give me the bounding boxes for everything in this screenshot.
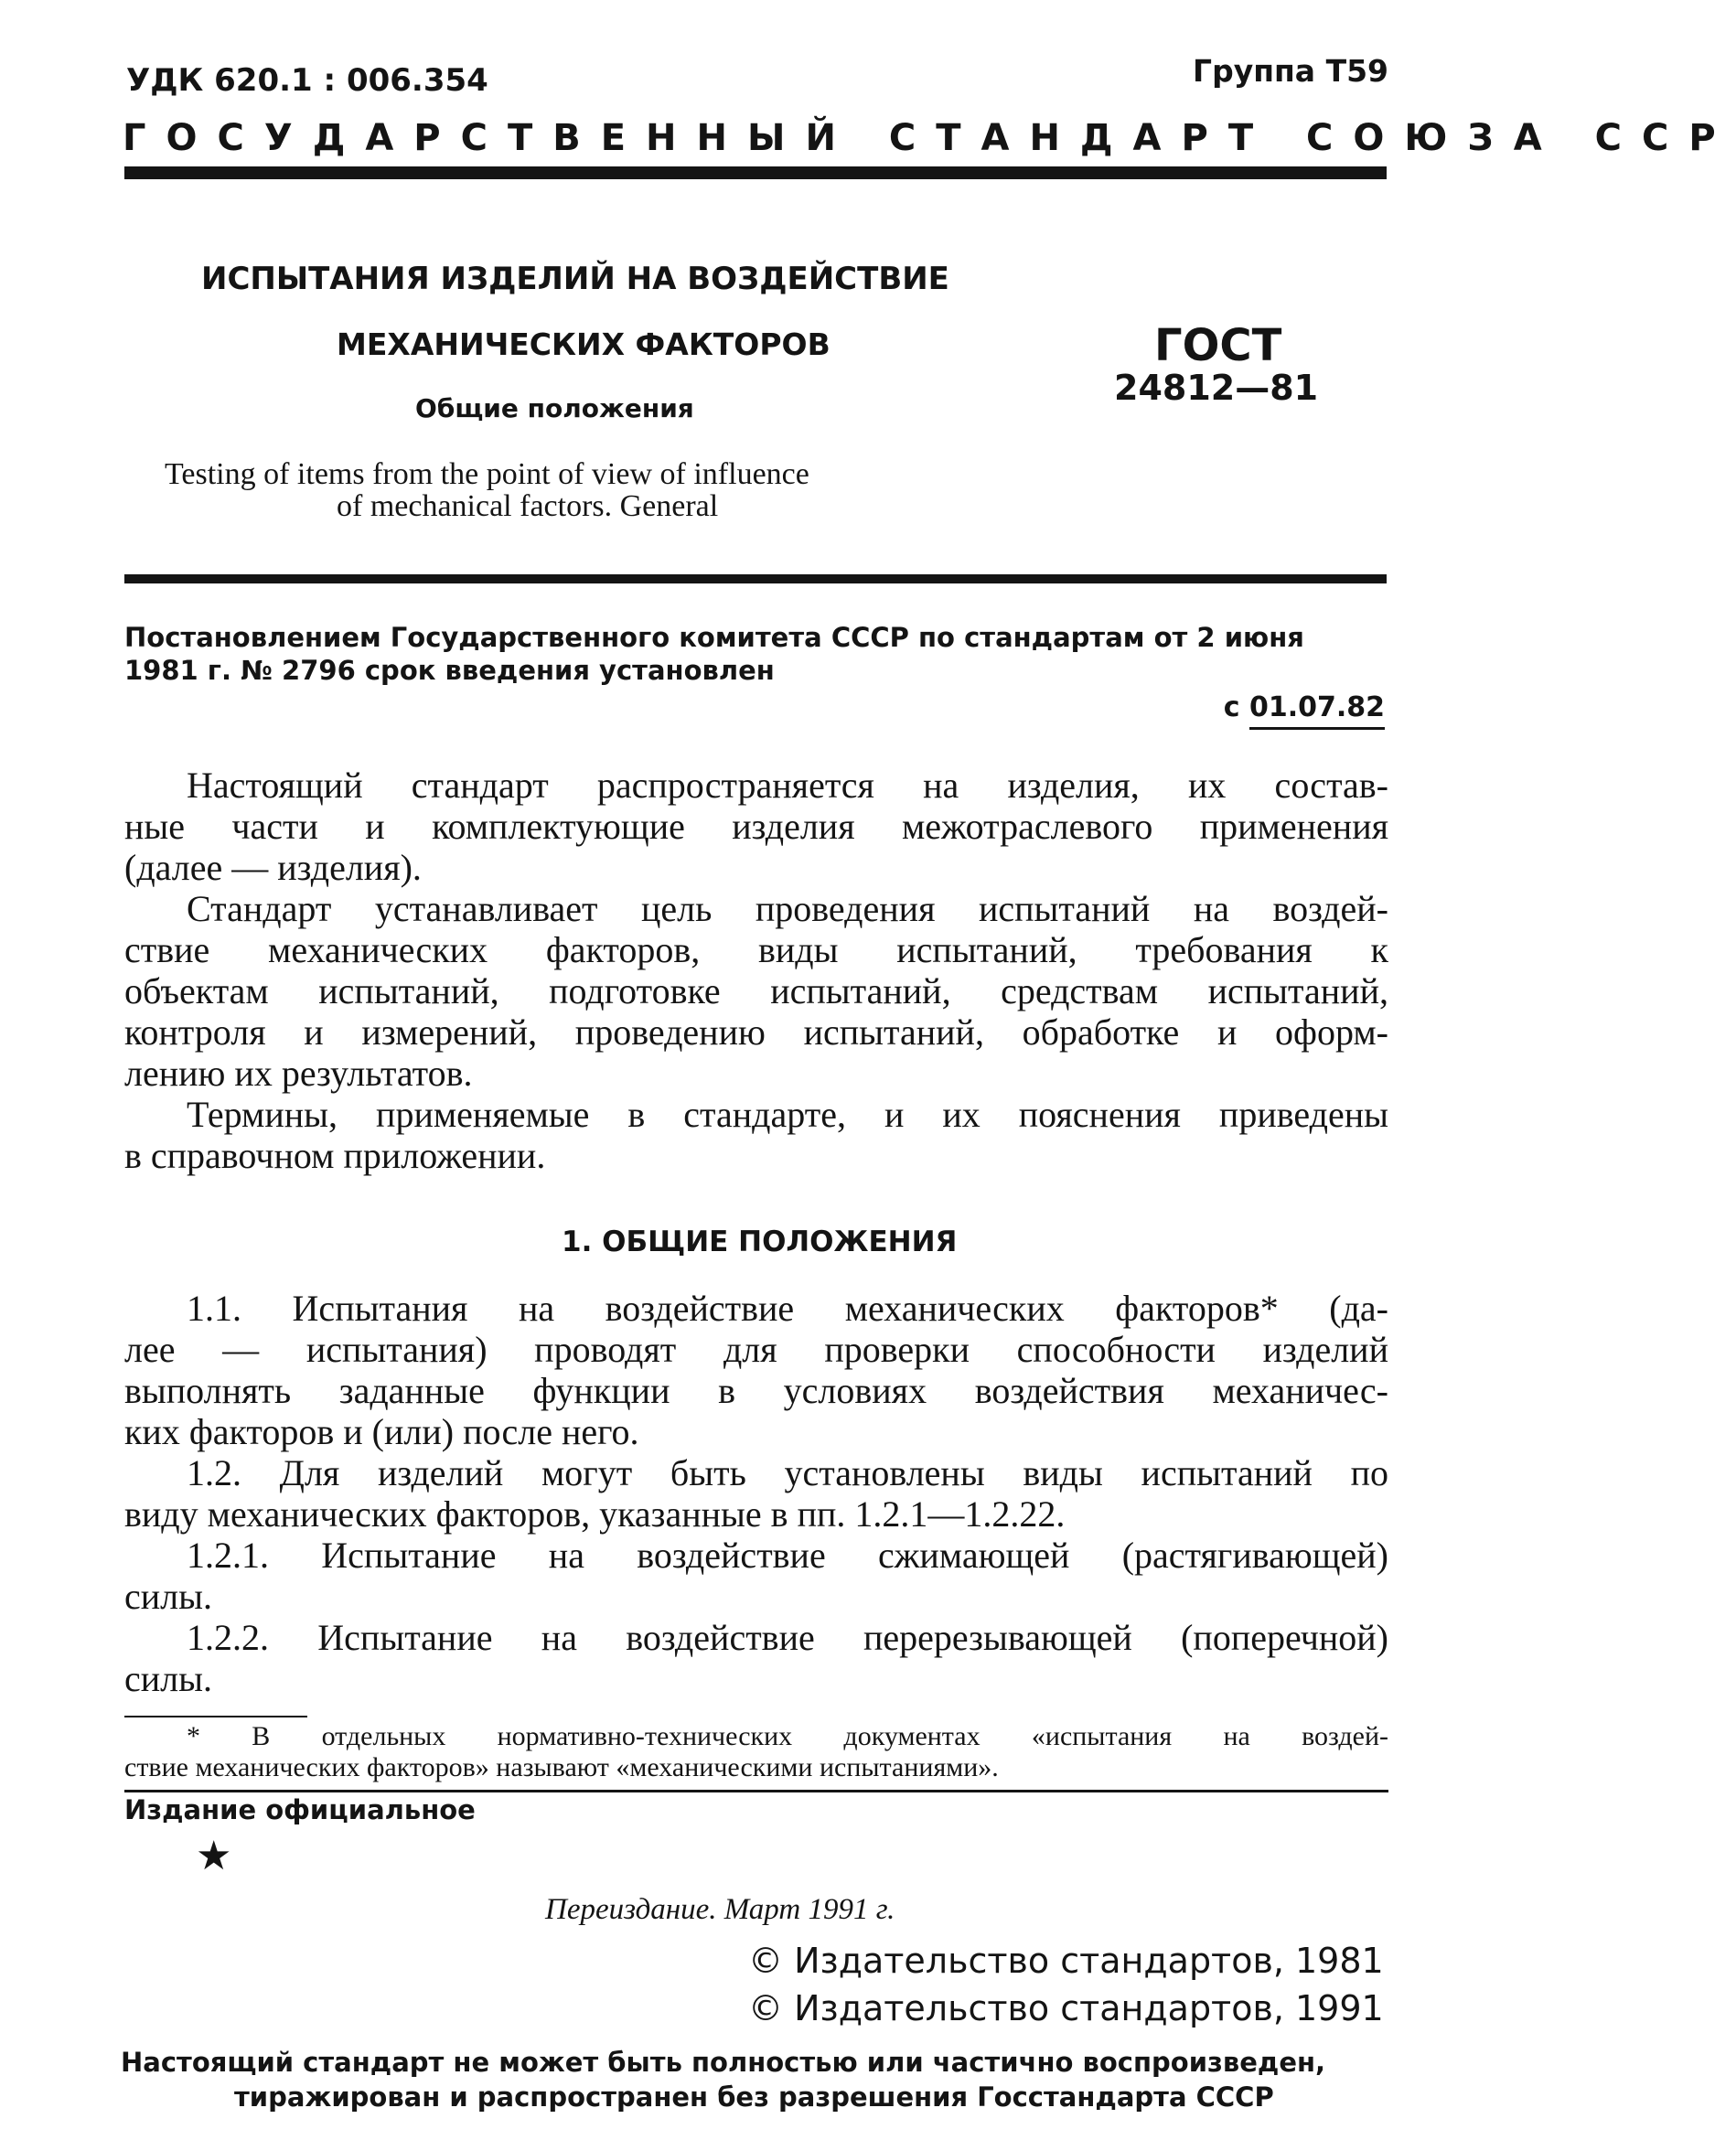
section1-text bbox=[124, 1288, 1388, 1699]
middle-rule bbox=[124, 574, 1387, 583]
reproduction-notice-line1: Настоящий стандарт не может быть полностью или частично воспроизведен, bbox=[121, 2047, 1326, 2078]
english-title-line2: of mechanical factors. General bbox=[337, 489, 719, 523]
clause-line: силы. bbox=[124, 1658, 212, 1699]
copyright-1991: © Издательство стандартов, 1991 bbox=[748, 1988, 1384, 2028]
intro-line: Настоящий стандарт распространяется на изделия, их состав- bbox=[187, 765, 1388, 806]
english-title-line1: Testing of items from the point of view of influence bbox=[165, 457, 809, 491]
copyright-1981: © Издательство стандартов, 1981 bbox=[748, 1941, 1384, 1981]
intro-line: объектам испытаний, подготовке испытаний, средствам испытаний, bbox=[124, 970, 1388, 1011]
footnote-line: ствие механических факторов» называют «механическими испытаниями». bbox=[124, 1752, 999, 1782]
gost-number: 24812—81 bbox=[1114, 368, 1319, 408]
intro-line: (далее — изделия). bbox=[124, 847, 422, 888]
effective-date-underline bbox=[1249, 727, 1385, 730]
intro-line: контроля и измерений, проведению испытаний, обработке и оформ- bbox=[124, 1011, 1388, 1053]
decree-line1: Постановлением Государственного комитета СССР по стандартам от 2 июня bbox=[124, 622, 1304, 653]
clause-line: ких факторов и (или) после него. bbox=[124, 1411, 639, 1452]
star-icon: ★ bbox=[196, 1833, 232, 1879]
footnote-separator bbox=[124, 1716, 307, 1717]
section-title: 1. ОБЩИЕ ПОЛОЖЕНИЯ bbox=[562, 1225, 958, 1258]
top-rule bbox=[124, 166, 1387, 179]
clause-line: 1.2.2. Испытание на воздействие перерезывающей (поперечной) bbox=[187, 1617, 1388, 1658]
official-edition-label: Издание официальное bbox=[124, 1794, 476, 1825]
intro-line: лению их результатов. bbox=[124, 1053, 473, 1094]
intro-line: ные части и комплектующие изделия межотраслевого применения bbox=[124, 806, 1388, 847]
clause-line: виду механических факторов, указанные в пп. 1.2.1—1.2.22. bbox=[124, 1493, 1066, 1535]
intro-line: в справочном приложении. bbox=[124, 1135, 546, 1176]
footer-rule bbox=[124, 1790, 1388, 1792]
footnote bbox=[124, 1721, 1388, 1783]
effective-date: с 01.07.82 bbox=[1223, 691, 1385, 723]
document-title-line2: МЕХАНИЧЕСКИХ ФАКТОРОВ bbox=[337, 326, 830, 362]
clause-line: 1.2.1. Испытание на воздействие сжимающей (растягивающей) bbox=[187, 1535, 1388, 1576]
document-subtitle: Общие положения bbox=[415, 393, 694, 423]
udk-code: УДК 620.1 : 006.354 bbox=[126, 62, 488, 99]
intro-line: Термины, применяемые в стандарте, и их пояснения приведены bbox=[187, 1094, 1388, 1135]
clause-line: 1.1. Испытания на воздействие механических факторов* (да- bbox=[187, 1288, 1388, 1329]
footnote-line: * В отдельных нормативно-технических документах «испытания на воздей- bbox=[187, 1721, 1388, 1751]
clause-line: выполнять заданные функции в условиях воздействия механичес- bbox=[124, 1370, 1388, 1411]
intro-line: Стандарт устанавливает цель проведения испытаний на воздей- bbox=[187, 888, 1388, 929]
clause-line: силы. bbox=[124, 1576, 212, 1617]
gost-label: ГОСТ bbox=[1154, 320, 1282, 371]
reissue-note: Переиздание. Март 1991 г. bbox=[545, 1893, 895, 1926]
document-title-line1: ИСПЫТАНИЯ ИЗДЕЛИЙ НА ВОЗДЕЙСТВИЕ bbox=[201, 261, 949, 297]
clause-line: 1.2. Для изделий могут быть установлены виды испытаний по bbox=[187, 1452, 1388, 1493]
clause-line: лее — испытания) проводят для проверки способности изделий bbox=[124, 1329, 1388, 1370]
reproduction-notice-line2: тиражирован и распространен без разрешения Госстандарта СССР bbox=[234, 2081, 1274, 2113]
intro-text bbox=[124, 765, 1388, 1176]
standard-header-title: ГОСУДАРСТВЕННЫЙ СТАНДАРТ СОЮЗА ССР bbox=[123, 117, 1736, 159]
group-code: Группа Т59 bbox=[1193, 53, 1388, 89]
intro-line: ствие механических факторов, виды испытаний, требования к bbox=[124, 929, 1388, 970]
decree-line2: 1981 г. № 2796 срок введения установлен bbox=[124, 655, 775, 686]
